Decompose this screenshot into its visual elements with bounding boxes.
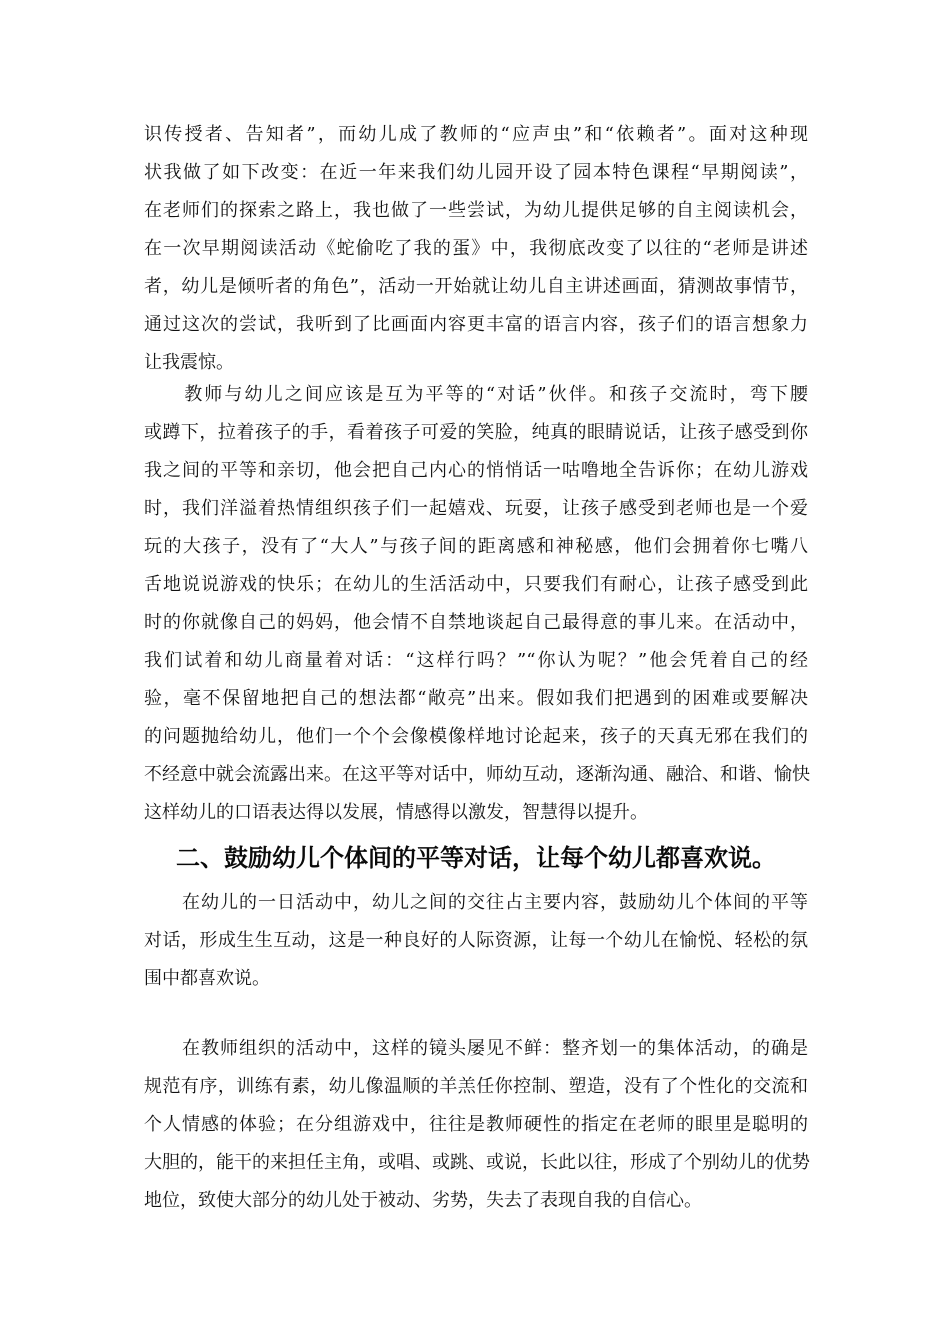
text-line: 通过这次的尝试，我听到了比画面内容更丰富的语言内容，孩子们的语言想象力 [144, 314, 808, 335]
text-line: 地位，致使大部分的幼儿处于被动、劣势，失去了表现自我的自信心。 [144, 1190, 702, 1211]
text-line: 验，毫不保留地把自己的想法都“敞亮”出来。假如我们把遇到的困难或要解决 [144, 688, 808, 709]
text-line: 在教师组织的活动中，这样的镜头屡见不鲜：整齐划一的集体活动，的确是 [144, 1038, 808, 1059]
text-line: 在幼儿的一日活动中，幼儿之间的交往占主要内容，鼓励幼儿个体间的平等 [144, 892, 808, 913]
text-line: 舌地说说游戏的快乐；在幼儿的生活活动中，只要我们有耐心，让孩子感受到此 [144, 574, 808, 595]
text-line: 的问题抛给幼儿，他们一个个会像模像样地讨论起来，孩子的天真无邪在我们的 [144, 726, 808, 747]
text-line: 或蹲下，拉着孩子的手，看着孩子可爱的笑脸，纯真的眼睛说话，让孩子感受到你 [144, 422, 808, 443]
text-line: 时，我们洋溢着热情组织孩子们一起嬉戏、玩耍，让孩子感受到老师也是一个爱 [144, 498, 808, 519]
text-line: 教师与幼儿之间应该是互为平等的“对话”伙伴。和孩子交流时，弯下腰 [144, 384, 808, 405]
text-line: 围中都喜欢说。 [144, 968, 270, 989]
paragraph-1 [144, 116, 808, 382]
text-line: 在一次早期阅读活动《蛇偷吃了我的蛋》中，我彻底改变了以往的“老师是讲述 [144, 238, 808, 259]
text-line: 我们试着和幼儿商量着对话：“这样行吗？”“你认为呢？”他会凭着自己的经 [144, 650, 808, 671]
text-line: 者，幼儿是倾听者的角色”，活动一开始就让幼儿自主讲述画面，猜测故事情节， [144, 276, 808, 297]
text-line: 状我做了如下改变：在近一年来我们幼儿园开设了园本特色课程“早期阅读”， [144, 162, 808, 183]
text-line: 这样幼儿的口语表达得以发展，情感得以激发，智慧得以提升。 [144, 802, 648, 823]
text-line: 识传授者、告知者”，而幼儿成了教师的“应声虫”和“依赖者”。面对这种现 [144, 124, 808, 145]
section-heading: 二、鼓励幼儿个体间的平等对话，让每个幼儿都喜欢说。 [176, 844, 776, 872]
paragraph-3 [144, 884, 808, 998]
text-line: 我之间的平等和亲切，他会把自己内心的悄悄话一咕噜地全告诉你；在幼儿游戏 [144, 460, 808, 481]
text-line: 大胆的，能干的来担任主角，或唱、或跳、或说，长此以往，形成了个别幼儿的优势 [144, 1152, 810, 1173]
text-line: 不经意中就会流露出来。在这平等对话中，师幼互动，逐渐沟通、融洽、和谐、愉快 [144, 764, 810, 785]
text-line: 让我震惊。 [144, 352, 234, 373]
text-line: 在老师们的探索之路上，我也做了一些尝试，为幼儿提供足够的自主阅读机会， [144, 200, 808, 221]
paragraph-4 [144, 1030, 808, 1220]
text-line: 个人情感的体验；在分组游戏中，往往是教师硬性的指定在老师的眼里是聪明的 [144, 1114, 808, 1135]
paragraph-2 [144, 376, 808, 832]
text-line: 规范有序，训练有素，幼儿像温顺的羊羔任你控制、塑造，没有了个性化的交流和 [144, 1076, 808, 1097]
text-line: 玩的大孩子，没有了“大人”与孩子间的距离感和神秘感，他们会拥着你七嘴八 [144, 536, 808, 557]
text-line: 时的你就像自己的妈妈，他会情不自禁地谈起自己最得意的事儿来。在活动中， [144, 612, 808, 633]
text-line: 对话，形成生生互动，这是一种良好的人际资源，让每一个幼儿在愉悦、轻松的氛 [144, 930, 808, 951]
